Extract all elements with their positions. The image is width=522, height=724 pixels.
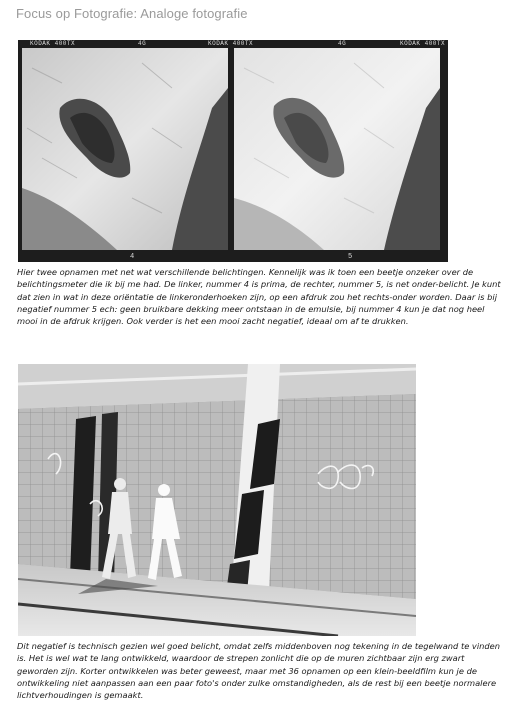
film-strip-image: [18, 40, 448, 262]
film-edge-marking: KODAK 400TX: [30, 40, 76, 47]
negative-frame-5: [234, 48, 440, 250]
tunnel-negative-image: [18, 364, 416, 636]
caption-filmstrip: Hier twee opnamen met net wat verschillende belichtingen. Kennelijk was ik toen een beetje onzeker over de belichtingsmeter die ik bij me had. De linker, nummer 4 is prima, de rechter, nummer 5, is net onder-belicht. Je kunt dat zien in wat in deze oriëntatie de linkeronderhoeken zijn, op een afdruk zou het rechts-onder worden. Daar is bij negatief nummer 5 ech: geen bruikbare dekking meer ontstaan in de emulsie, bij nummer 4 kun je dat nog heel mooi in de afdruk krijgen. Ook verder is het een mooi zacht negatief, ideaal om af te drukken.: [17, 267, 501, 327]
negative-frame-4: [22, 48, 228, 250]
frame-number-5: 5: [348, 253, 353, 261]
page-header: Focus op Fotografie: Analoge fotografie: [16, 6, 248, 21]
film-edge-marking: KODAK 400TX: [400, 40, 446, 47]
film-edge-marking: KODAK 400TX: [208, 40, 254, 47]
caption-tunnel: Dit negatief is technisch gezien wel goed belicht, omdat zelfs middenboven nog tekening in de tegelwand te vinden is. Het is wel wat te lang ontwikkeld, waardoor de strepen zonlicht die op de muren zichtbaar zijn erg zwart geworden zijn. Korter ontwikkelen was beter geweest, maar met 36 opnamen op een klein-beeldfilm kun je de ontwikkeling niet aanpassen aan een paar foto's onder zulke omstandigheden, als de rest bij een beetje normalere lichtverhoudingen is gemaakt.: [17, 641, 501, 701]
frame-number-4: 4: [130, 253, 135, 261]
film-edge-marking: 4G: [338, 40, 347, 47]
film-edge-marking: 4G: [138, 40, 147, 47]
